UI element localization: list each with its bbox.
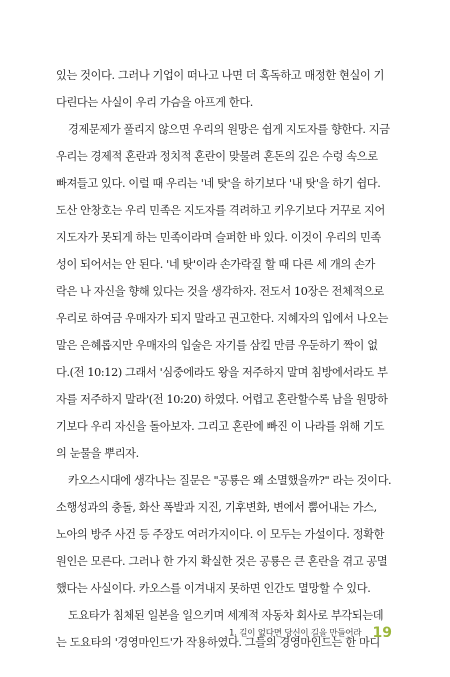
text-line: 성이 되어서는 안 된다. '네 탓'이라 손가락질 할 때 다른 세 개의 손가 — [56, 258, 376, 271]
text-line: 원인은 모른다. 그러나 한 가지 확실한 것은 공룡은 큰 혼란을 겪고 공멸 — [56, 555, 388, 568]
text-line: 다린다는 사실이 우리 가슴을 아프게 한다. — [56, 96, 254, 109]
text-line: 의 눈물을 뿌리자. — [56, 447, 139, 460]
body-text — [56, 62, 392, 656]
text-line: 도요타가 침체된 일본을 일으키며 세계적 자동차 회사로 부각되는데 — [68, 609, 384, 622]
text-line: 카오스시대에 생각나는 질문은 "공룡은 왜 소멸했을까?" 라는 것이다. — [68, 474, 392, 487]
text-line: 지도자가 못되게 하는 민족이라며 슬퍼한 바 있다. 이것이 우리의 민족 — [56, 231, 381, 244]
text-line: 락은 나 자신을 향해 있다는 것을 생각하자. 전도서 10장은 전체적으로 — [56, 285, 384, 298]
text-line: 했다는 사실이다. 카오스를 이겨내지 못하면 인간도 멸망할 수 있다. — [56, 582, 371, 595]
text-line: 기보다 우리 자신을 돌아보자. 그리고 혼란에 빠진 이 나라를 위해 기도 — [56, 420, 385, 433]
text-line: 도산 안창호는 우리 민족은 지도자를 격려하고 키우기보다 거꾸로 지어 — [56, 204, 385, 217]
text-line: 노아의 방주 사건 등 주장도 여러가지이다. 이 모두는 가설이다. 정확한 — [56, 528, 385, 541]
text-line: 소행성과의 충돌, 화산 폭발과 지진, 기후변화, 변에서 뿜어내는 가스, — [56, 501, 377, 514]
text-line: 우리로 하여금 우매자가 되지 말라고 권고한다. 지혜자의 입에서 나오는 — [56, 312, 389, 325]
page-number: 19 — [372, 624, 392, 641]
text-line: 말은 은혜롭지만 우매자의 입술은 자기를 삼킬 만큼 우둔하기 짝이 없 — [56, 339, 378, 352]
page-footer — [0, 622, 392, 641]
text-line: 빠져들고 있다. 이럴 때 우리는 '네 탓'을 하기보다 '내 탓'을 하기 쉽다. — [56, 177, 381, 190]
chapter-caption: 1. 길이 없다면 당신이 길을 만들어라 — [229, 628, 362, 639]
text-line: 우리는 경제적 혼란과 정치적 혼란이 맞물려 혼돈의 깊은 수렁 속으로 — [56, 150, 378, 163]
text-line: 있는 것이다. 그러나 기업이 떠나고 나면 더 혹독하고 매정한 현실이 기 — [56, 69, 385, 82]
text-line: 는 도요타의 '경영마인드'가 작용하였다. 그들의 경영마인드는 한 마디 — [56, 636, 380, 649]
text-line: 다.(전 10:12) 그래서 '심중에라도 왕을 저주하지 말며 침방에서라도 부 — [56, 366, 388, 379]
text-line: 자를 저주하지 말라'(전 10:20) 하였다. 어렵고 혼란할수록 남을 원망하 — [56, 393, 388, 406]
text-line: 경제문제가 풀리지 않으면 우리의 원망은 쉽게 지도자를 향한다. 지금 — [68, 123, 390, 136]
